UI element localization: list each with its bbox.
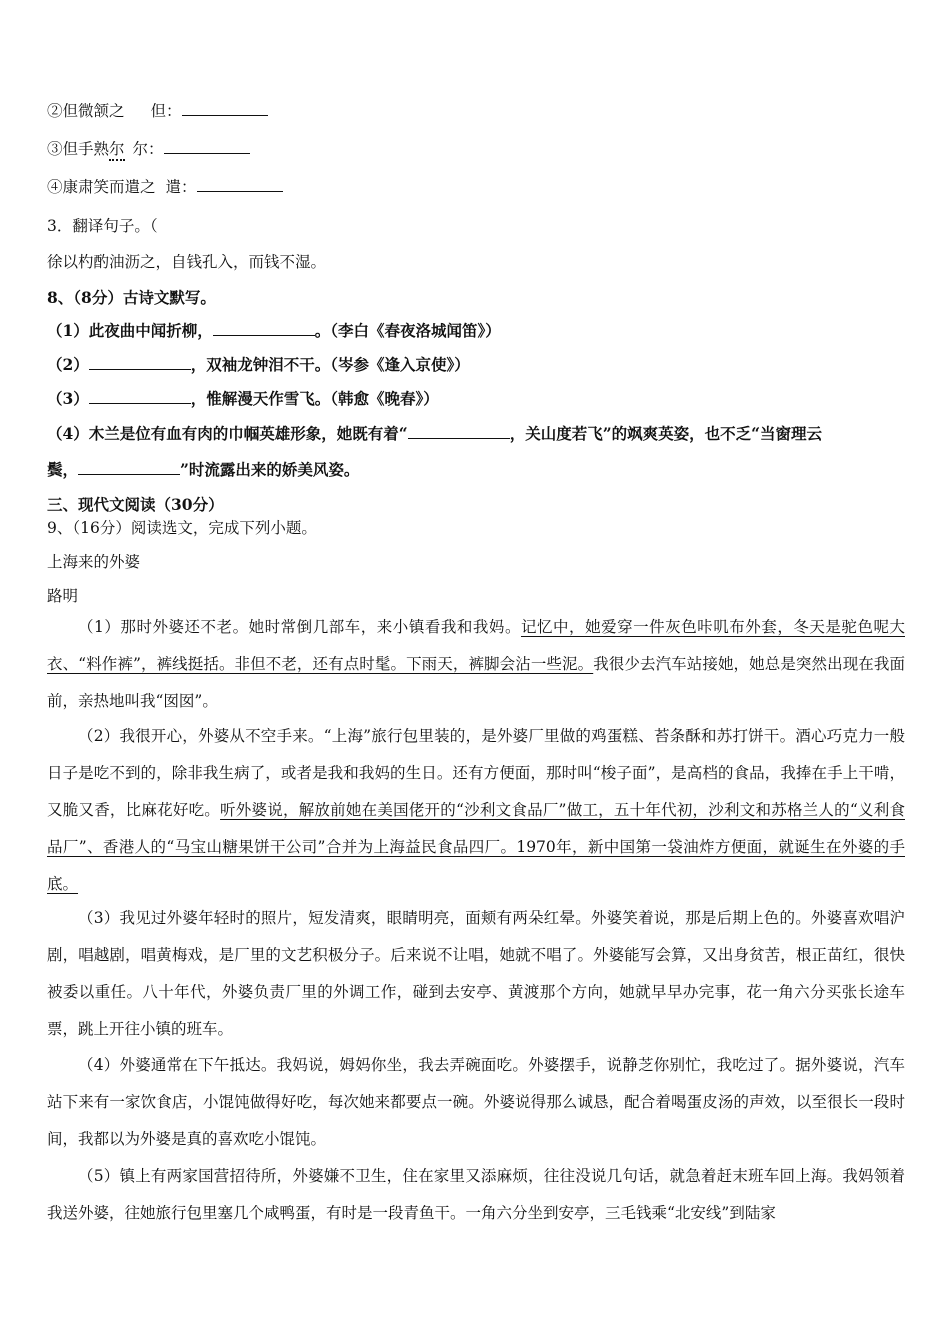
section-3-heading: 三、现代文阅读（30分） [47,495,224,514]
paragraph-1-text-end: 我很少去汽车站接她，她总是突然出现在我面前，亲热地叫我“囡囡”。 [47,655,905,710]
paragraph-2-underlined: 听外婆说，解放前她在美国佬开的“沙利文食品厂”做工，五十年代初，沙利文和苏格兰人的“义利食品厂”、香港人的“马宝山糖果饼干公司”合并为上海益民食品四厂。1970年，新中国第一袋油炸方便面，就诞生在外婆的手底。 [47,801,905,893]
q8-line-1-pre: （1）此夜曲中闻折柳， [47,321,213,340]
answer-blank[interactable] [164,139,250,154]
q8-line-2-post: ，双袖龙钟泪不干。（岑参《逢入京使》） [190,355,470,374]
answer-blank[interactable] [89,389,191,404]
q7-item-2-word: ②但微颔之 [47,102,125,120]
q7-item-3-prefix: ③但手熟 [47,140,110,158]
q8-line-4-pre: （4）木兰是位有血有肉的巾帼英雄形象，她既有着“ [47,424,408,443]
q8-line-5-post: ”时流露出来的娇美风姿。 [180,460,360,479]
passage-author: 路明 [47,587,79,605]
answer-blank[interactable] [89,355,191,370]
q8-line-1-post: 。（李白《春夜洛城闻笛》） [314,321,501,340]
dotted-character: 尔 [109,140,125,161]
q8-line-3 [47,389,439,409]
q8-line-1 [47,321,501,341]
q7-item-4 [47,177,283,197]
passage-title: 上海来的外婆 [47,553,141,571]
answer-blank[interactable] [408,424,510,439]
q7-item-4-prefix: ④康肃笑而 [47,178,125,196]
q9-heading: 9、（16分）阅读选文，完成下列小题。 [47,519,317,537]
q7-item-3-label: 尔： [132,140,164,158]
q8-line-4-mid: ，关山度若飞”的飒爽英姿，也不乏“当窗理云 [509,424,823,443]
passage-paragraph-2 [47,718,905,903]
q7-item-2-label: 但： [150,102,182,120]
q7-item-4-char: 遣 [124,178,141,196]
q8-line-4 [47,424,822,444]
q7-3-heading: 3．翻译句子。（ [47,217,158,235]
q8-line-3-post: ，惟解漫天作雪飞。（韩愈《晚春》） [190,389,439,408]
paragraph-2-text: （2）我很开心，外婆从不空手来。“上海”旅行包里装的，是外婆厂里做的鸡蛋糕、苔条酥和苏打饼干。酒心巧克力一般日子是吃不到的，除非我生病了，或者是我和我妈的生日。还有方便面，那时叫“梭子面”，是高档的食品，我捧在手上干啃，又脆又香，比麻花好吃。 [47,727,905,819]
paragraph-1-underlined: 记忆中，她爱穿一件灰色咔叽布外套，冬天是驼色呢大衣、“料作裤”，裤线挺括。非但不老，还有点时髦。下雨天，裤脚会沾一些泥。 [47,618,905,673]
passage-paragraph-5: （5）镇上有两家国营招待所，外婆嫌不卫生，住在家里又添麻烦，往往没说几句话，就急着赶末班车回上海。我妈领着我送外婆，往她旅行包里塞几个咸鸭蛋，有时是一段青鱼干。一角六分坐到安亭，三毛钱乘“北安线”到陆家 [47,1167,905,1222]
q7-item-2 [47,101,268,121]
answer-blank[interactable] [78,460,180,475]
passage-paragraph-3: （3）我见过外婆年轻时的照片，短发清爽，眼睛明亮，面颊有两朵红晕。外婆笑着说，那是后期上色的。外婆喜欢唱沪剧，唱越剧，唱黄梅戏，是厂里的文艺积极分子。后来说不让唱，她就不唱了。外婆能写会算，又出身贫苦，根正苗红，很快被委以重任。八十年代，外婆负责厂里的外调工作，碰到去安亭、黄渡那个方向，她就早早办完事，花一角六分买张长途车票，跳上开往小镇的班车。 [47,909,905,1038]
paragraph-1-text: （1）那时外婆还不老。她时常倒几部车，来小镇看我和我妈。 [78,618,521,636]
q8-line-2 [47,355,470,375]
answer-blank[interactable] [213,321,315,336]
answer-blank[interactable] [182,101,268,116]
q8-line-5 [47,460,359,480]
passage-paragraph-4: （4）外婆通常在下午抵达。我妈说，姆妈你坐，我去弄碗面吃。外婆摆手，说静芝你别忙，我吃过了。据外婆说，汽车站下来有一家饮食店，小馄饨做得好吃，每次她来都要点一碗。外婆说得那么诚恳，配合着喝蛋皮汤的声效，以至很长一段时间，我都以为外婆是真的喜欢吃小馄饨。 [47,1056,905,1148]
q8-line-3-pre: （3） [47,389,89,408]
q8-heading: 8、（8分）古诗文默写。 [47,288,216,307]
q8-line-5-pre: 鬓， [47,460,79,479]
q7-item-3 [47,139,250,159]
q7-3-sentence: 徐以杓酌油沥之，自钱孔入，而钱不湿。 [47,253,327,271]
q8-line-2-pre: （2） [47,355,89,374]
q7-item-4-label: 遣： [165,178,197,196]
passage-paragraph-1 [47,609,905,720]
answer-blank[interactable] [197,177,283,192]
q7-item-4-post: 之 [140,178,156,196]
